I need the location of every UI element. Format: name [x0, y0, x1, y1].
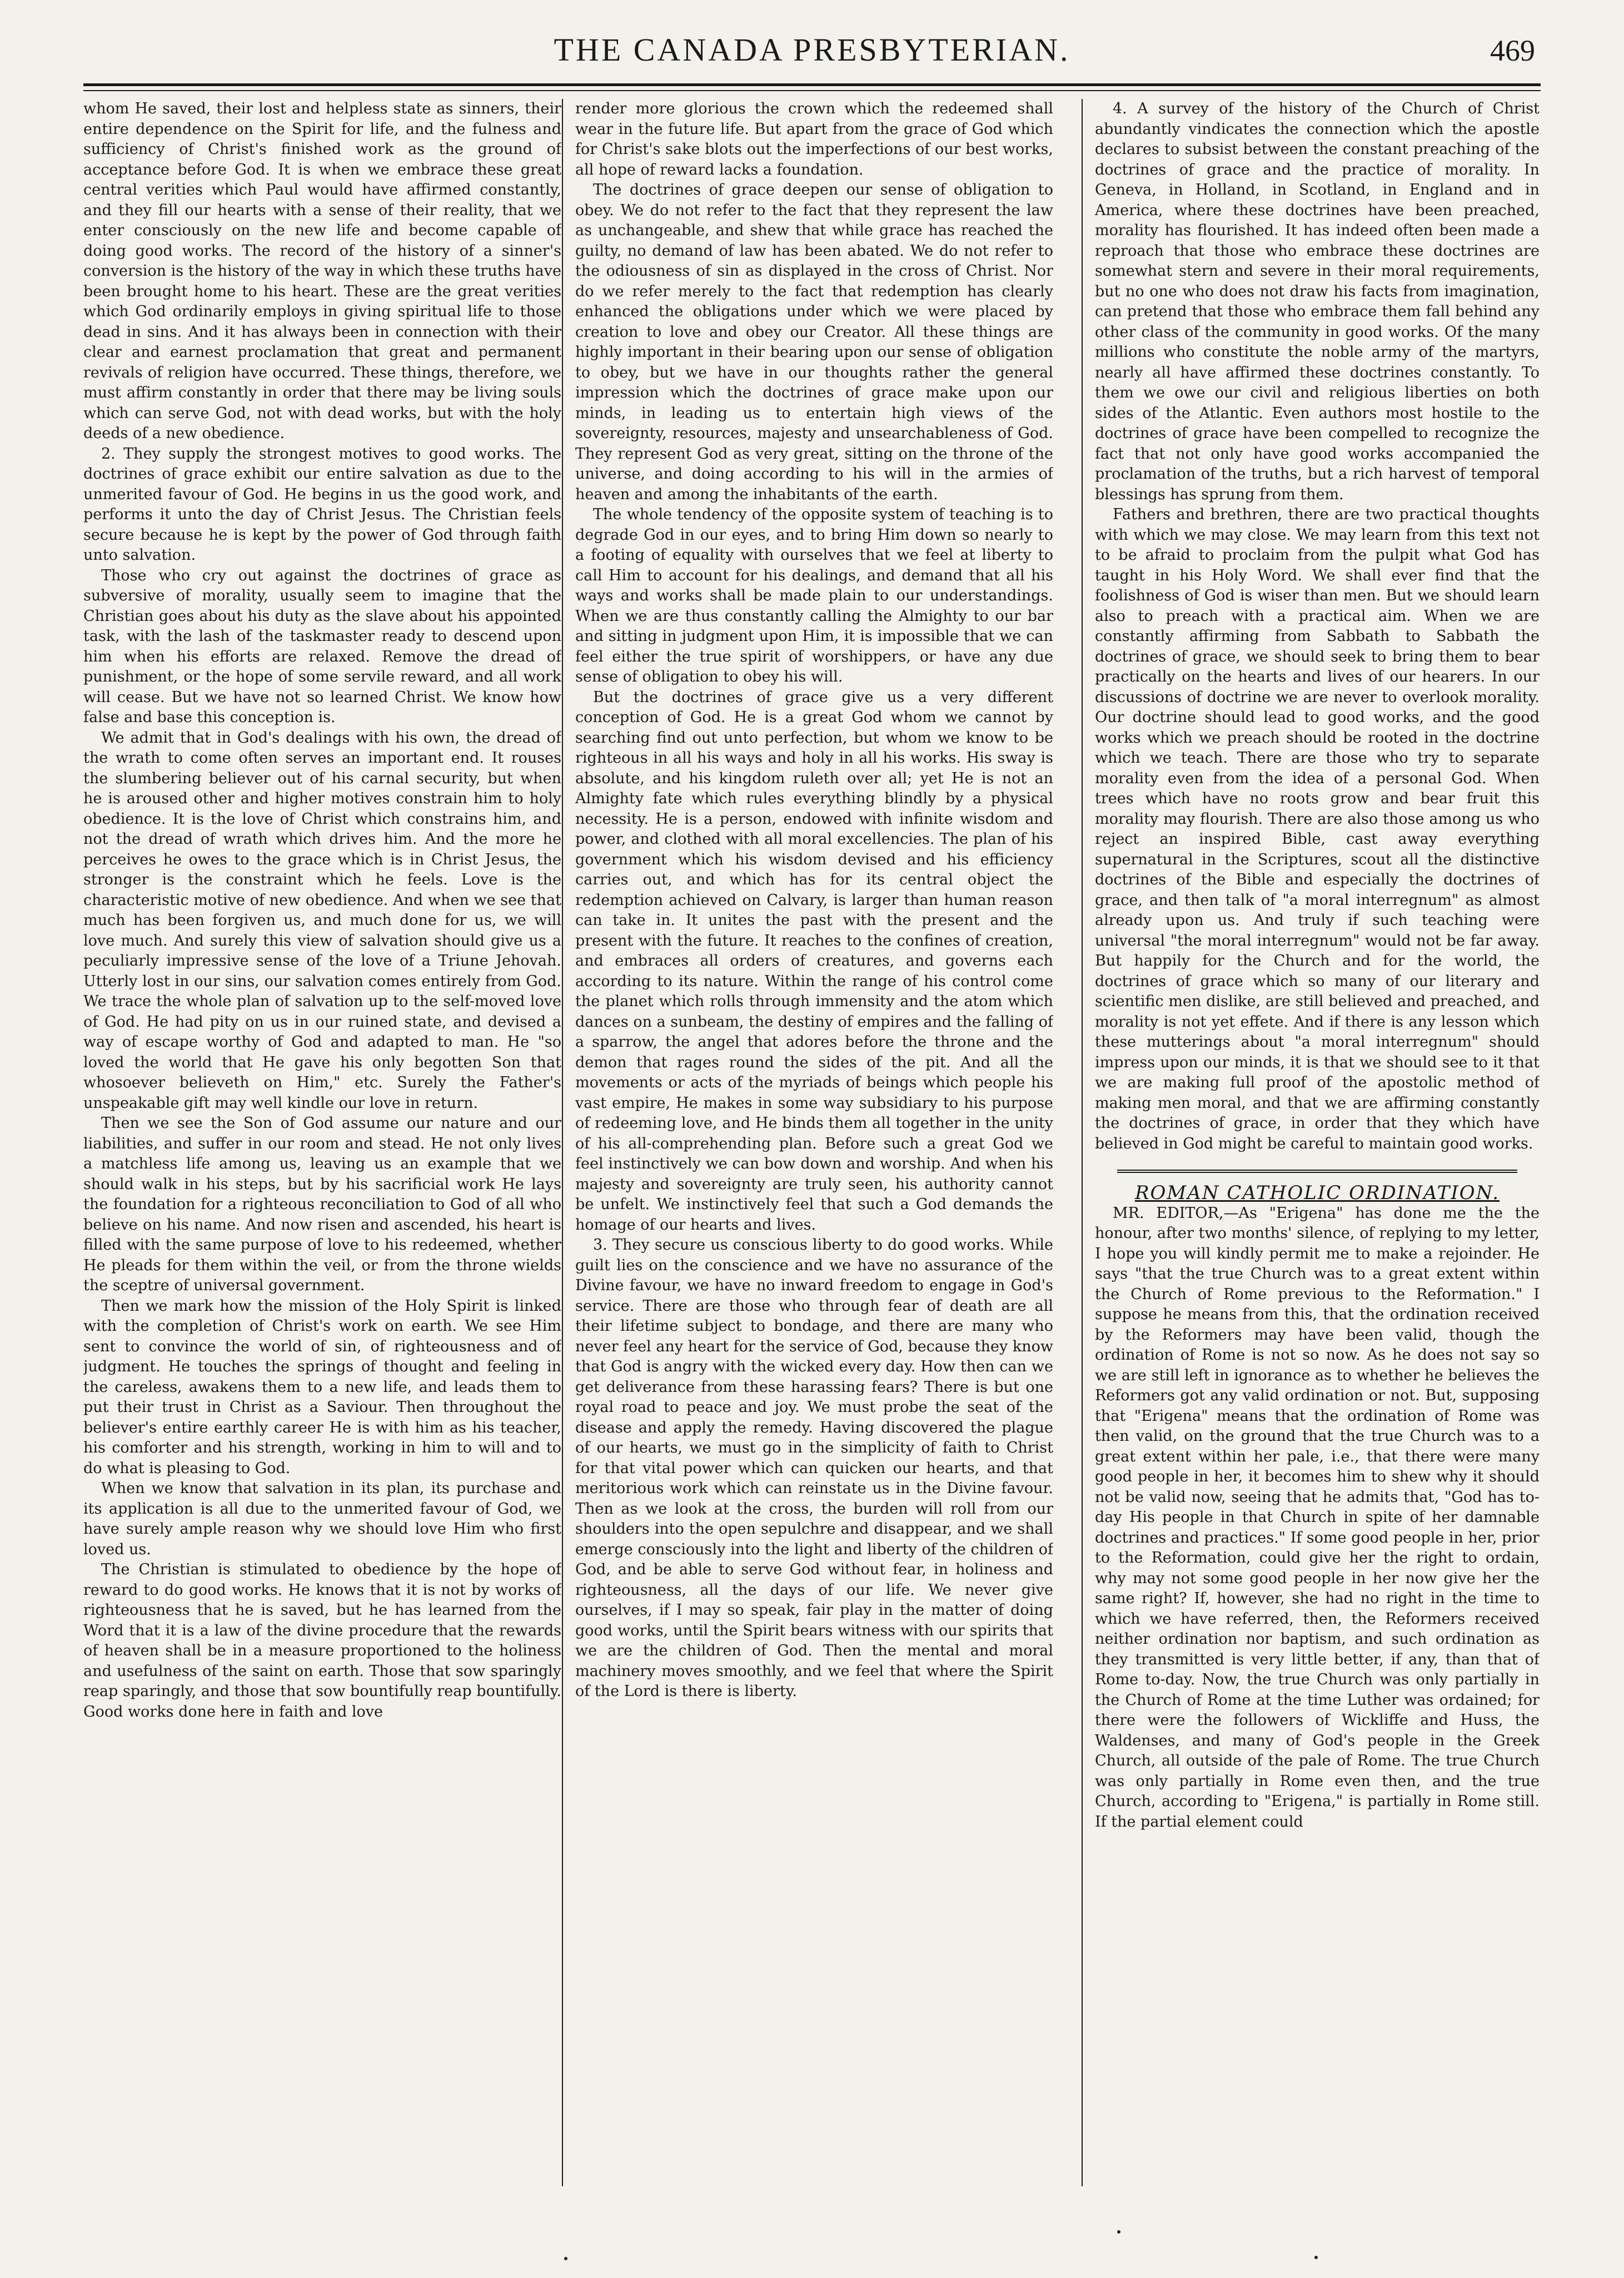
paragraph: We admit that in God's dealings with his own, the dread of the wrath to come often serves an important end. It rouses the slumbering believer out of his carnal security, but when he is aroused other and higher motives constrain him to holy obedience. It is the love of Christ which constrains him, and not the dread of wrath which drives him. And the more he perceives he owes to the grace which is in Christ Jesus, the stronger is the constraint which he feels. Love is the characteristic motive of new obedience. And when we see that much has been forgiven us, and much done for us, we will love much. And surely this view of salvation should give us a peculiarly impressive sense of the love of a Triune Jehovah. Utterly lost in our sins, our salvation comes entirely from God. We trace the whole plan of salvation up to the self-moved love of God. He had pity on us in our ruined state, and devised a way of escape worthy of God and adapted to man. He "so loved the world that He gave his only begotten Son that whosoever believeth on Him," etc. Surely the Father's unspeakable gift may well kindle our love in return. [83, 729, 561, 1112]
section-divider [1117, 1170, 1517, 1173]
print-speck [564, 2257, 567, 2260]
paragraph: Those who cry out against the doctrines of grace as subversive of morality, usually seem to imagine that the Christian goes about his duty as the slave about his appointed task, with the lash of the taskmaster ready to descend upon him when his efforts are relaxed. Remove the dread of punishment, or the hope of some servile reward, and all work will cease. But we have not so learned Christ. We know how false and base this conception is. [83, 566, 561, 726]
publication-title: THE CANADA PRESBYTERIAN. [554, 32, 1070, 68]
paragraph: When we know that salvation in its plan, its purchase and its application is all due to the unmerited favour of God, we have surely ample reason why we should love Him who first loved us. [83, 1480, 561, 1558]
column-divider [1082, 99, 1083, 2186]
paragraph: Then we see the Son of God assume our nature and our liabilities, and suffer in our room and stead. He not only lives a matchless life among us, leaving us an example that we should walk in his steps, but by his sacrificial work He lays the foundation for a righteous reconciliation to God of all who believe on his name. And now risen and ascended, his heart is filled with the same purpose of love to his redeemed, whether He pleads for them within the veil, or from the throne wields the sceptre of universal government. [83, 1115, 561, 1294]
page-number: 469 [1490, 34, 1535, 67]
paragraph: 4. A survey of the history of the Church of Christ abundantly vindicates the connection which the apostle declares to subsist between the constant preaching of the doctrines of grace and the practice of morality. In Geneva, in Holland, in Scotland, in England and in America, where these doctrines have been preached, morality has flourished. It has indeed often been made a reproach that those who embrace these doctrines are somewhat stern and severe in their moral requirements, but no one who does not draw his facts from imagination, can pretend that those who embrace them fall behind any other class of the community in good works. Of the many millions who constitute the noble army of the martyrs, nearly all have affirmed these doctrines constantly. To them we owe our civil and religious liberties on both sides of the Atlantic. Even authors most hostile to the doctrines of grace have been compelled to recognize the fact that not only have good works accompanied the proclamation of the truths, but a rich harvest of temporal blessings has sprung from them. [1095, 100, 1540, 503]
paragraph: The doctrines of grace deepen our sense of obligation to obey. We do not refer to the fact that they represent the law as unchangeable, and shew that while grace has reached the guilty, no demand of law has been abated. We do not refer to the odiousness of sin as displayed in the cross of Christ. Nor do we refer merely to the fact that redemption has clearly enhanced the obligations under which we were placed by creation to love and obey our Creator. All these things are highly important in their bearing upon our sense of obligation to obey, but we have in our thoughts rather the general impression which the doctrines of grace make upon our minds, in leading us to entertain high views of the sovereignty, resources, majesty and unsearchableness of God. They represent God as very great, sitting on the throne of the universe, and doing according to his will in the armies of heaven and among the inhabitants of the earth. [575, 181, 1053, 503]
column-1 [83, 99, 561, 2195]
header-rule-thin [83, 90, 1541, 91]
paragraph: But the doctrines of grace give us a very different conception of God. He is a great God whom we cannot by searching find out unto perfection, but whom we know to be righteous in all his ways and holy in all his works. His sway is absolute, and his kingdom ruleth over all; yet He is not an Almighty fate which rules everything blindly by a physical necessity. He is a person, endowed with infinite wisdom and power, and clothed with all moral excellencies. The plan of his government which his wisdom devised and his efficiency carries out, and which has for its central object the redemption achieved on Calvary, is larger than human reason can take in. It unites the past with the present and the present with the future. It reaches to the confines of creation, and embraces all orders of creatures, and governs each according to its nature. Within the range of his control come the planet which rolls through immensity and the atom which dances on a sunbeam, the destiny of empires and the falling of a sparrow, the angel that adores before the throne and the demon that rages round the sides of the pit. And all the movements or acts of the myriads of beings which people his vast empire, He makes in some way subsidiary to his purpose of redeeming love, and He binds them all together in the unity of his all-comprehending plan. Before such a great God we feel instinctively we can bow down and worship. And when his majesty and sovereignty are truly seen, his authority cannot be unfelt. We instinctively feel that such a God demands the homage of our hearts and lives. [575, 688, 1053, 1233]
column-divider [562, 99, 563, 2186]
print-speck [1314, 2256, 1318, 2259]
paragraph: The Christian is stimulated to obedience by the hope of reward to do good works. He knows that it is not by works of righteousness that he is saved, but he has learned from the Word that it is a law of the divine procedure that the rewards of heaven shall be in a measure proportioned to the holiness and usefulness of the saint on earth. Those that sow sparingly reap sparingly, and those that sow bountifully reap bountifully. Good works done here in faith and love [83, 1561, 561, 1720]
paragraph: The whole tendency of the opposite system of teaching is to degrade God in our eyes, and to bring Him down so nearly to a footing of equality with ourselves that we feel at liberty to call Him to account for his dealings, and demand that all his ways and works shall be made plain to our understandings. When we are thus constantly calling the Almighty to our bar and sitting in judgment upon Him, it is impossible that we can feel either the true spirit of worshippers, or have any due sense of obligation to obey his will. [575, 506, 1053, 685]
paragraph: Fathers and brethren, there are two practical thoughts with which we may close. We may learn from this text not to be afraid to proclaim from the pulpit what God has taught in his Holy Word. We shall ever find that the foolishness of God is wiser than men. But we should learn also to preach with a practical aim. When we are constantly affirming from Sabbath to Sabbath the doctrines of grace, we should seek to bring them to bear practically on the hearts and lives of our hearers. In our discussions of doctrine we are never to overlook morality. Our doctrine should lead to good works, and the good works which we preach should be rooted in the doctrine which we teach. There are those who try to separate morality even from the idea of a personal God. When trees which have no roots grow and bear fruit this morality may flourish. There are also those among us who reject an inspired Bible, cast away everything supernatural in the Scriptures, scout all the distinctive doctrines of the Bible and especially the doctrines of grace, and then talk of "a moral interregnum" as almost already upon us. And truly if such teaching were universal "the moral interregnum" would not be far away. But happily for the Church and for the world, the doctrines of grace which so many of our literary and scientific men dislike, are still believed and preached, and morality is not yet effete. And if there is any lesson which these mutterings about "a moral interregnum" should impress upon our minds, it is that we should see to it that we are making full proof of the apostolic method of making men moral, and that we are affirming constantly the doctrines of grace, in order that they which have believed in God might be careful to maintain good works. [1095, 506, 1540, 1152]
print-speck [1117, 2230, 1120, 2234]
column-2 [575, 99, 1053, 2195]
paragraph: whom He saved, their lost and helpless state as sinners, their entire dependence on the Spirit for life, and the fulness and sufficiency of Christ's finished work as the ground of acceptance before God. It is when we embrace these great central verities which Paul would have affirmed constantly, and they fill our hearts with a sense of their reality, that we enter consciously on the new life and become capable of doing good works. The record of the history of a sinner's conversion is the history of the way in which these truths have been brought home to his heart. These are the great verities which God ordinarily employs in giving spiritual life to those dead in sins. And it has always been in connection with their clear and earnest proclamation that great and permanent revivals of religion have occurred. These things, therefore, we must affirm constantly in order that there may be living souls which can serve God, not with dead works, but with the holy deeds of a new obedience. [83, 100, 561, 442]
masthead [83, 21, 1541, 77]
column-3 [1095, 99, 1540, 2195]
paragraph: MR. EDITOR,—As "Erigena" has done me the the honour, after two months' silence, of replying to my letter, I hope you will kindly permit me to make a rejoinder. He says "that the true Church was to a great extent within the Church of Rome previous to the Reformation." I suppose he means from this, that the ordination received by the Reformers may have been valid, though the ordination of Rome is not so now. As he does not say so we are still left in ignorance as to whether he believes the Reformers got any valid ordination or not. But, supposing that "Erigena" means that the ordination of Rome was then valid, on the ground that the true Church was to a great extent within her pale, i.e., that there were many good people in her, it becomes him to shew why it should not be valid now, seeing that he admits that, "God has to-day His people in that Church in spite of her damnable doctrines and practices." If some good people in her, prior to the Reformation, could give her the right to ordain, why may not some good people in her now give her the same right? If, however, she had no right in the time to which we have referred, then, the Reformers received neither ordination nor baptism, and such ordination as they transmitted is very little better, if any, than that of Rome to-day. Now, the true Church was only partially in the Church of Rome at the time Luther was ordained; for there were the followers of Wickliffe and Huss, the Waldenses, and many of God's people in the Greek Church, all outside of the pale of Rome. The true Church was only partially in Rome even then, and the true Church, according to "Erigena," is partially in Rome still. If the partial element could [1095, 1204, 1540, 1831]
paragraph: render more glorious the crown which the redeemed shall wear in the future life. But apart from the grace of God which for Christ's sake blots out the imperfections of our best works, all hope of reward lacks a foundation. [575, 100, 1053, 178]
paragraph: 3. They secure us conscious liberty to do good works. While guilt lies on the conscience and we have no assurance of the Divine favour, we have no inward freedom to engage in God's service. There are those who through fear of death are all their lifetime subject to bondage, and there are many who never feel any heart for the service of God, because they know that God is angry with the wicked every day. How then can we get deliverance from these harassing fears? There is but one royal road to peace and joy. We must probe the seat of the disease and apply the remedy. Having discovered the plague of our hearts, we must go in the simplicity of faith to Christ for that vital power which can quicken our hearts, and that meritorious work which can reinstate us in the Divine favour. Then as we look at the cross, the burden will roll from our shoulders into the open sepulchre and disappear, and we shall emerge consciously into the light and liberty of the children of God, and be able to serve God without fear, in holiness and righteousness, all the days of our life. We never give ourselves, if I may so speak, fair play in the matter of doing good works, until the Spirit bears witness with our spirits that we are the children of God. Then the mental and moral machinery moves smoothly, and we feel that where the Spirit of the Lord is there is liberty. [575, 1236, 1053, 1700]
paragraph: Then we mark how the mission of the Holy Spirit is linked with the completion of Christ's work on earth. We see Him sent to convince the world of sin, of righteousness and of judgment. He touches the springs of thought and feeling in the careless, awakens them to a new life, and leads them to put their trust in Christ as a Saviour. Then throughout the believer's entire earthly career He is with him as his teacher, his comforter and his strength, working in him to will and to do what is pleasing to God. [83, 1297, 561, 1477]
paragraph: 2. They supply the strongest motives to good works. The doctrines of grace exhibit our entire salvation as due to the unmerited favour of God. He begins in us the good work, and performs it unto the day of Christ Jesus. The Christian feels secure because he is kept by the power of God through faith unto salvation. [83, 445, 561, 564]
header-rule [83, 83, 1541, 86]
article-heading: ROMAN CATHOLIC ORDINATION. [1134, 1182, 1500, 1204]
